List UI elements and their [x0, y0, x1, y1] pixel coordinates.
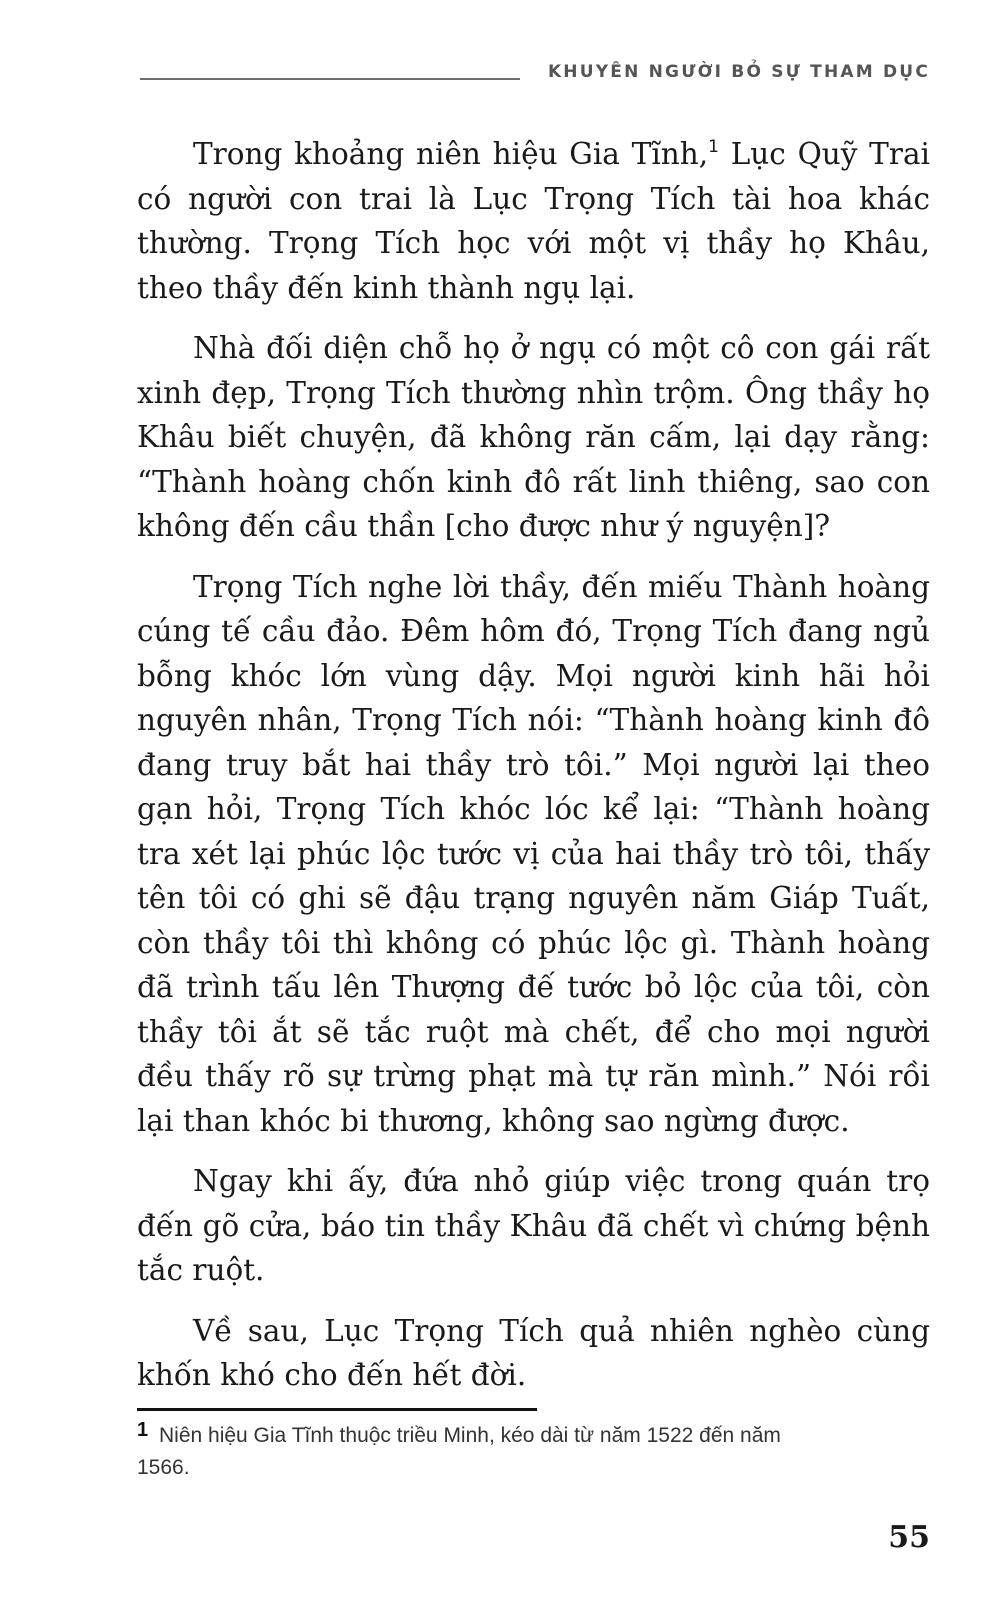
footnote-text-continued: 1566.: [137, 1456, 190, 1479]
paragraph-3: Trọng Tích nghe lời thầy, đến miếu Thành hoàng cúng tế cầu đảo. Đêm hôm đó, Trọng Tích đang ngủ bỗng khóc lớn vùng dậy. Mọi người kinh hãi hỏi nguyên nhân, Trọng Tích nói: “Thành hoàng kinh đô đang truy bắt hai thầy trò tôi.” Mọi người lại theo gạn hỏi, Trọng Tích khóc lóc kể lại: “Thành hoàng tra xét lại phúc lộc tước vị của hai thầy trò tôi, thấy tên tôi có ghi sẽ đậu trạng nguyên năm Giáp Tuất, còn thầy tôi thì không có phúc lộc gì. Thành hoàng đã trình tấu lên Thượng đế tước bỏ lộc của tôi, còn thầy tôi ắt sẽ tắc ruột mà chết, để cho mọi người đều thấy rõ sự trừng phạt mà tự răn mình.” Nói rồi lại than khóc bi thương, không sao ngừng được.: [137, 569, 930, 1138]
footnote-rule: [137, 1408, 537, 1411]
footnote-text: Niên hiệu Gia Tĩnh thuộc triều Minh, kéo dài từ năm 1522 đến năm: [159, 1424, 781, 1447]
header-rule: [140, 78, 520, 80]
paragraph-1: [137, 132, 930, 310]
paragraph-4: Ngay khi ấy, đứa nhỏ giúp việc trong quán trọ đến gõ cửa, báo tin thầy Khâu đã chết vì chứng bệnh tắc ruột.: [137, 1164, 930, 1287]
footnote-mark: 1: [137, 1419, 149, 1441]
footnote-reference[interactable]: 1: [708, 137, 719, 157]
paragraph-5: Về sau, Lục Trọng Tích quả nhiên nghèo cùng khốn khó cho đến hết đời.: [137, 1313, 930, 1392]
paragraph-1-text-start: Trong khoảng niên hiệu Gia Tĩnh,: [193, 137, 709, 171]
paragraph-1-text-end: Lục Quỹ Trai có người con trai là Lục Trọng Tích tài hoa khác thường. Trọng Tích học với một vị thầy họ Khâu, theo thầy đến kinh thành ngụ lại.: [137, 137, 930, 305]
paragraph-2: Nhà đối diện chỗ họ ở ngụ có một cô con gái rất xinh đẹp, Trọng Tích thường nhìn trộm. Ông thầy họ Khâu biết chuyện, đã không răn cấm, lại dạy rằng: “Thành hoàng chốn kinh đô rất linh thiêng, sao con không đến cầu thần [cho được như ý nguyện]?: [137, 331, 930, 543]
footnote: [137, 1420, 930, 1484]
chapter-title: KHUYÊN NGƯỜI BỎ SỰ THAM DỤC: [547, 62, 930, 82]
page-number: 55: [888, 1520, 930, 1555]
body-text: [137, 132, 930, 1414]
running-header: [0, 58, 1000, 88]
